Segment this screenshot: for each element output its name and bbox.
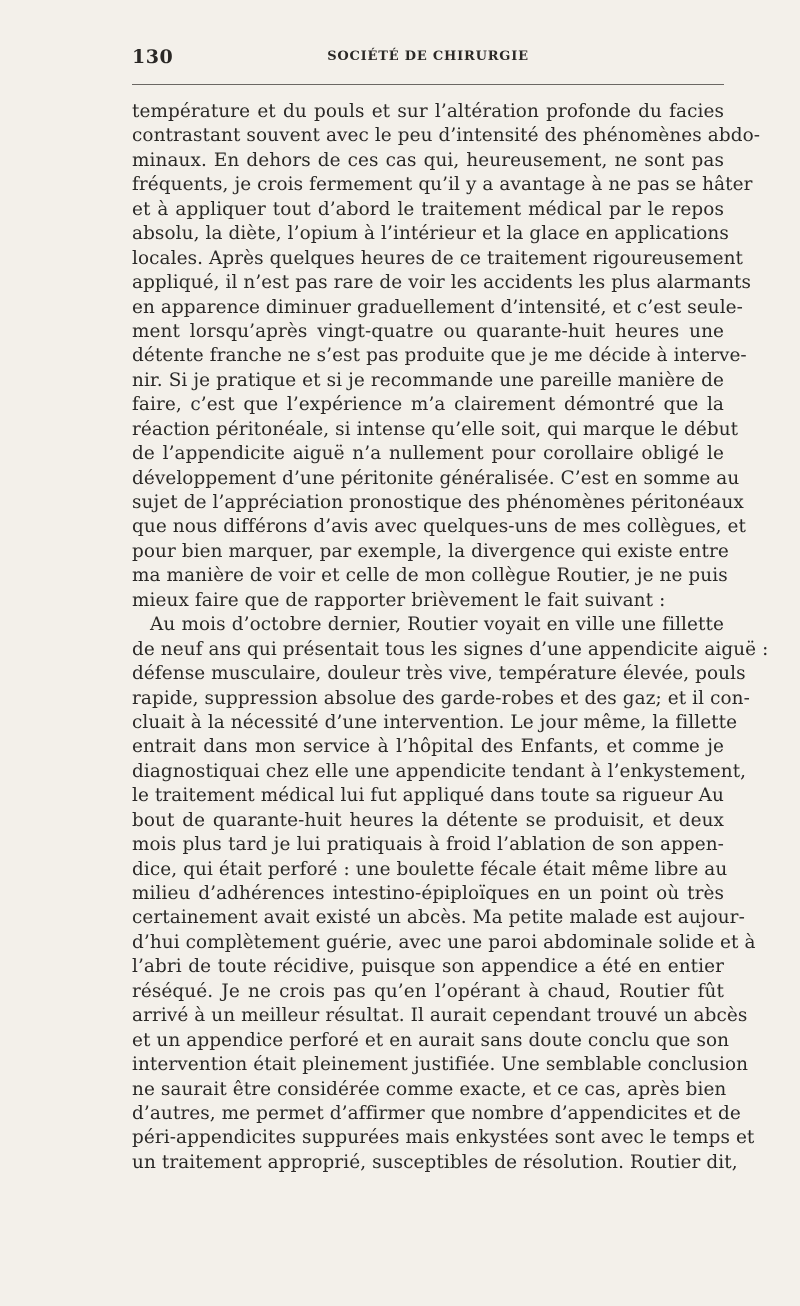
- text-line: d’autres, me permet d’affirmer que nombre d’appendicites et de: [132, 1102, 741, 1124]
- text-line: mois plus tard je lui pratiquais à froid l’ablation de son appen-: [132, 834, 724, 856]
- text-line: de neuf ans qui présentait tous les signes d’une appendicite aiguë :: [132, 638, 769, 660]
- running-title: SOCIÉTÉ DE CHIRURGIE: [327, 49, 529, 64]
- text-line: réséqué. Je ne crois pas qu’en l’opérant à chaud, Routier fût: [132, 980, 724, 1002]
- text-line: et à appliquer tout d’abord le traitement médical par le repos: [132, 198, 724, 220]
- text-line: en apparence diminuer graduellement d’intensité, et c’est seule-: [132, 296, 743, 318]
- text-line: et un appendice perforé et en aurait sans doute conclu que son: [132, 1029, 730, 1051]
- text-line: que nous différons d’avis avec quelques-uns de mes collègues, et: [132, 516, 746, 538]
- text-line: faire, c’est que l’expérience m’a clairement démontré que la: [132, 394, 724, 416]
- text-line: minaux. En dehors de ces cas qui, heureusement, ne sont pas: [132, 149, 724, 171]
- page-header: [132, 46, 724, 72]
- text-line: milieu d’adhérences intestino-épiploïques en un point où très: [132, 883, 724, 904]
- text-line: cluait à la nécessité d’une intervention. Le jour même, la fillette: [132, 711, 738, 733]
- text-line: contrastant souvent avec le peu d’intensité des phénomènes abdo-: [132, 125, 761, 147]
- text-line: rapide, suppression absolue des garde-robes et des gaz; et il con-: [132, 687, 750, 709]
- body-text: [132, 100, 769, 1175]
- text-line: développement d’une péritonite généralisée. C’est en somme au: [132, 467, 740, 489]
- text-line: diagnostiquai chez elle une appendicite tendant à l’enkystement,: [132, 760, 747, 782]
- text-line: ne saurait être considérée comme exacte, et ce cas, après bien: [132, 1078, 727, 1100]
- page-number: 130: [132, 46, 174, 68]
- text-line: réaction péritonéale, si intense qu’elle soit, qui marque le début: [132, 418, 739, 440]
- text-line: dice, qui était perforé : une boulette fécale était même libre au: [132, 858, 728, 880]
- text-line: de l’appendicite aiguë n’a nullement pour corollaire obligé le: [132, 443, 724, 465]
- text-line: nir. Si je pratique et si je recommande une pareille manière de: [132, 369, 724, 391]
- text-line: sujet de l’appréciation pronostique des phénomènes péritonéaux: [132, 492, 744, 513]
- text-line: arrivé à un meilleur résultat. Il aurait cependant trouvé un abcès: [132, 1005, 748, 1027]
- text-line: absolu, la diète, l’opium à l’intérieur et la glace en applications: [132, 223, 729, 245]
- text-line: le traitement médical lui fut appliqué dans toute sa rigueur Au: [132, 785, 724, 807]
- text-line: ment lorsqu’après vingt-quatre ou quarante-huit heures une: [132, 320, 724, 342]
- text-line: fréquents, je crois fermement qu’il y a avantage à ne pas se hâter: [132, 174, 753, 196]
- text-line: locales. Après quelques heures de ce traitement rigoureusement: [132, 247, 744, 269]
- text-line: détente franche ne s’est pas produite que je me décide à interve-: [132, 345, 747, 367]
- text-line: température et du pouls et sur l’altération profonde du facies: [132, 101, 724, 122]
- text-line: mieux faire que de rapporter brièvement le fait suivant :: [132, 589, 666, 611]
- text-line: entrait dans mon service à l’hôpital des Enfants, et comme je: [132, 736, 724, 758]
- header-rule: [132, 84, 724, 85]
- text-line: un traitement approprié, susceptibles de résolution. Routier dit,: [132, 1151, 738, 1173]
- text-line: bout de quarante-huit heures la détente se produisit, et deux: [132, 809, 724, 831]
- text-line: ma manière de voir et celle de mon collègue Routier, je ne puis: [132, 565, 728, 587]
- text-line: l’abri de toute récidive, puisque son appendice a été en entier: [132, 956, 724, 978]
- text-line: Au mois d’octobre dernier, Routier voyait en ville une fillette: [150, 614, 724, 636]
- text-line: défense musculaire, douleur très vive, température élevée, pouls: [132, 663, 746, 685]
- text-line: pour bien marquer, par exemple, la divergence qui existe entre: [132, 540, 729, 562]
- text-line: intervention était pleinement justifiée. Une semblable conclusion: [132, 1054, 749, 1076]
- text-line: certainement avait existé un abcès. Ma petite malade est aujour-: [132, 907, 745, 929]
- text-line: appliqué, il n’est pas rare de voir les accidents les plus alarmants: [132, 272, 752, 294]
- text-line: péri-appendicites suppurées mais enkystées sont avec le temps et: [132, 1127, 755, 1149]
- text-line: d’hui complètement guérie, avec une paroi abdominale solide et à: [132, 931, 756, 953]
